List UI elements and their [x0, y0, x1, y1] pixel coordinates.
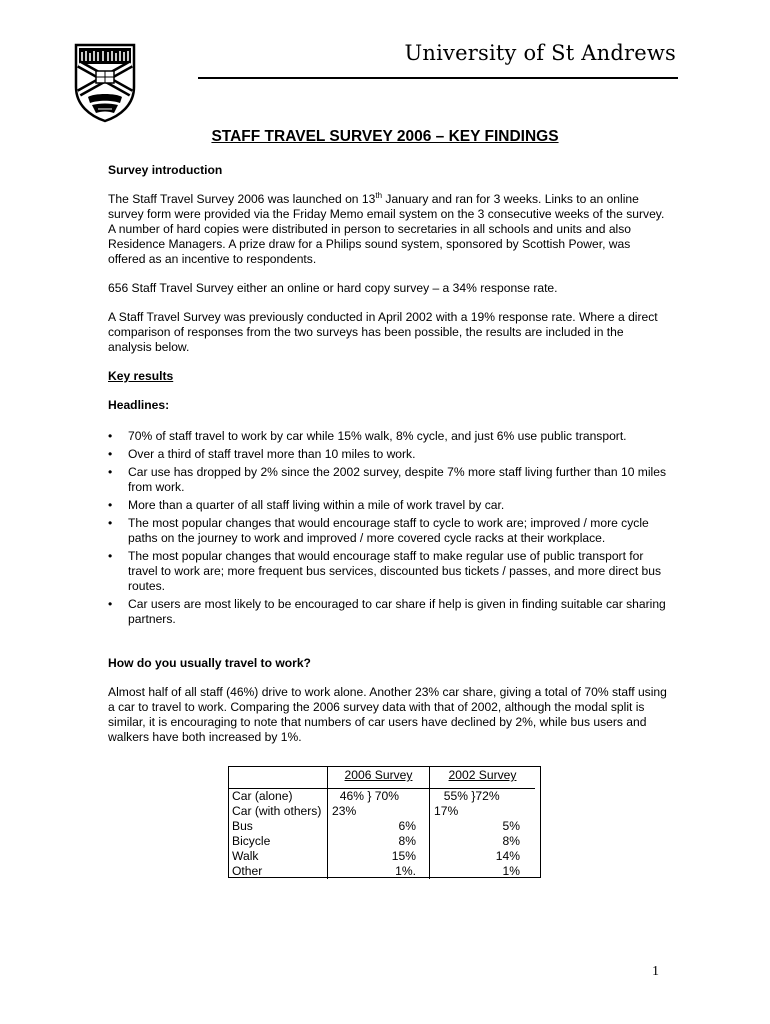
table-row — [228, 804, 535, 819]
value-2002-cell: 5% — [502, 819, 520, 833]
value-2002-cell: 8% — [502, 834, 520, 848]
mode-cell: Car (with others) — [228, 804, 328, 819]
table-row — [228, 789, 535, 805]
travel-heading: How do you usually travel to work? — [108, 656, 311, 670]
list-item: • Car users are most likely to be encouraged to car share if help is given in finding suitable car sharing partners. — [108, 597, 668, 627]
mode-cell: Car (alone) — [228, 789, 328, 805]
university-crest-logo — [74, 43, 136, 123]
mode-cell: Bicycle — [228, 834, 328, 849]
intro-paragraph-2: 656 Staff Travel Survey either an online or hard copy survey – a 34% response rate. — [108, 281, 558, 295]
list-item: • The most popular changes that would encourage staff to cycle to work are; improved / more cycle paths on the journey to work and improved / more covered cycle racks at their workplace. — [108, 516, 668, 546]
list-item: • 70% of staff travel to work by car while 15% walk, 8% cycle, and just 6% use public transport. — [108, 429, 668, 444]
page-title: STAFF TRAVEL SURVEY 2006 – KEY FINDINGS — [211, 128, 559, 145]
value-2002-cell: 1% — [502, 864, 520, 878]
key-results-heading: Key results — [108, 369, 174, 383]
header-rule — [198, 77, 678, 79]
mode-cell: Walk — [228, 849, 328, 864]
value-2006-cell: 46% } 70% — [328, 789, 430, 805]
list-item: • Car use has dropped by 2% since the 2002 survey, despite 7% more staff living further than 10 miles from work. — [108, 465, 668, 495]
value-2006-cell: 8% — [328, 834, 430, 849]
table-row — [228, 864, 535, 879]
document-body — [108, 163, 668, 745]
value-2002-cell: 55% }72% — [443, 789, 500, 803]
intro-paragraph-1: The Staff Travel Survey 2006 was launched on 13th January and ran for 3 weeks. Links to an online survey form were provided via the Friday Memo email system on the 3 consecutive weeks of the survey. A number of hard copies were distributed in person to secretaries in all schools and units and also Residence Managers. A prize draw for a Philips sound system, sponsored by Scottish Power, was offered as an incentive to respondents. — [108, 190, 665, 266]
table-row — [228, 819, 535, 834]
value-2006-cell: 23% — [328, 804, 430, 819]
travel-paragraph: Almost half of all staff (46%) drive to work alone. Another 23% car share, giving a total of 70% staff using a car to travel to work. Comparing the 2006 survey data with that of 2002, although the modal split is similar, it is encouraging to note that numbers of car users have declined by 2%, while bus users and walkers have both increased by 1%. — [108, 685, 667, 744]
value-2002-cell: 14% — [495, 849, 520, 863]
value-2002-cell: 17% — [434, 804, 459, 818]
headlines-list — [108, 429, 668, 627]
page-number: 1 — [652, 964, 659, 979]
headlines-heading: Headlines: — [108, 398, 170, 412]
survey-intro-heading: Survey introduction — [108, 163, 223, 177]
travel-mode-table — [228, 766, 535, 879]
value-2006-cell: 1%. — [328, 864, 430, 879]
mode-cell: Bus — [228, 819, 328, 834]
table-header-cell: 2006 Survey — [328, 766, 430, 789]
table-header-row — [228, 766, 535, 789]
table-row — [228, 849, 535, 864]
intro-paragraph-3: A Staff Travel Survey was previously conducted in April 2002 with a 19% response rate. Where a direct comparison of responses from the two surveys has been possible, the results are included in the analysis below. — [108, 310, 658, 354]
list-item: • Over a third of staff travel more than 10 miles to work. — [108, 447, 668, 462]
university-name: University of St Andrews — [404, 41, 676, 65]
list-item: • More than a quarter of all staff living within a mile of work travel by car. — [108, 498, 668, 513]
value-2006-cell: 15% — [328, 849, 430, 864]
table-header-cell — [228, 766, 328, 789]
table-header-cell: 2002 Survey — [430, 766, 536, 789]
list-item: • The most popular changes that would encourage staff to make regular use of public transport for travel to work are; more frequent bus services, discounted bus tickets / passes, and more direct bus routes. — [108, 549, 668, 594]
table-row — [228, 834, 535, 849]
mode-cell: Other — [228, 864, 328, 879]
value-2006-cell: 6% — [328, 819, 430, 834]
